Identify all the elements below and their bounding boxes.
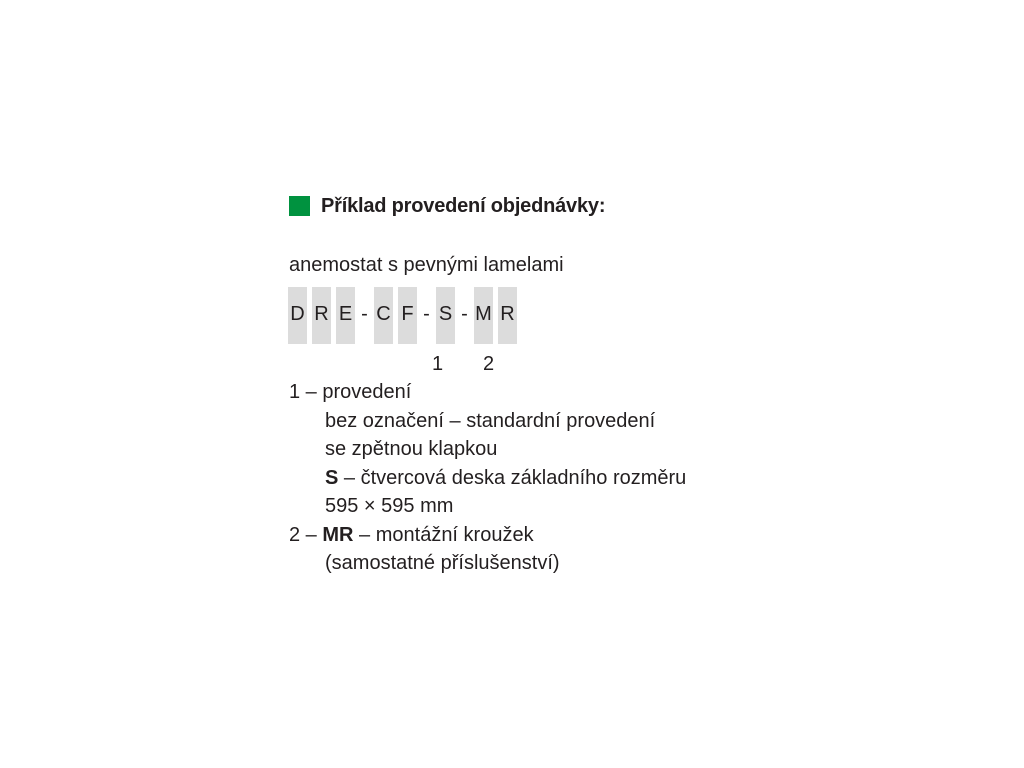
legend-item-1-option-text: – čtvercová deska základního rozměru bbox=[343, 466, 687, 489]
code-char: E bbox=[336, 287, 355, 344]
code-char: C bbox=[374, 287, 393, 344]
legend-item-1 bbox=[289, 378, 686, 407]
code-separator: - bbox=[461, 303, 468, 325]
legend-item-1-label: provedení bbox=[322, 381, 412, 403]
code-legend bbox=[289, 378, 686, 578]
product-subtitle: anemostat s pevnými lamelami bbox=[289, 254, 564, 276]
code-char: M bbox=[474, 287, 493, 344]
legend-item-2-code: MR bbox=[322, 523, 354, 546]
order-code bbox=[288, 287, 522, 344]
code-char: R bbox=[312, 287, 331, 344]
legend-item-1-option bbox=[289, 464, 686, 493]
legend-item-2-note: (samostatné příslušenství) bbox=[325, 552, 560, 574]
order-example-heading bbox=[289, 195, 605, 217]
code-char: S bbox=[436, 287, 455, 344]
legend-item-2-text: – montážní kroužek bbox=[359, 523, 534, 546]
legend-item-1-option-code: S bbox=[325, 466, 339, 489]
code-number-2: 2 bbox=[483, 353, 495, 375]
code-char: D bbox=[288, 287, 307, 344]
green-square-icon bbox=[289, 196, 310, 216]
legend-item-2 bbox=[289, 521, 686, 550]
legend-item-1-option-size: 595 × 595 mm bbox=[325, 495, 454, 517]
code-separator: - bbox=[361, 303, 368, 325]
legend-item-1-line2: se zpětnou klapkou bbox=[325, 438, 498, 460]
legend-item-1-line1: bez označení – standardní provedení bbox=[325, 409, 656, 432]
code-separator: - bbox=[423, 303, 430, 325]
code-number-1: 1 bbox=[432, 353, 444, 375]
code-char: R bbox=[498, 287, 517, 344]
heading-title: Příklad provedení objednávky: bbox=[321, 194, 606, 217]
legend-item-1-prefix: 1 – bbox=[289, 381, 317, 403]
code-char: F bbox=[398, 287, 417, 344]
legend-item-2-prefix: 2 – bbox=[289, 523, 317, 546]
